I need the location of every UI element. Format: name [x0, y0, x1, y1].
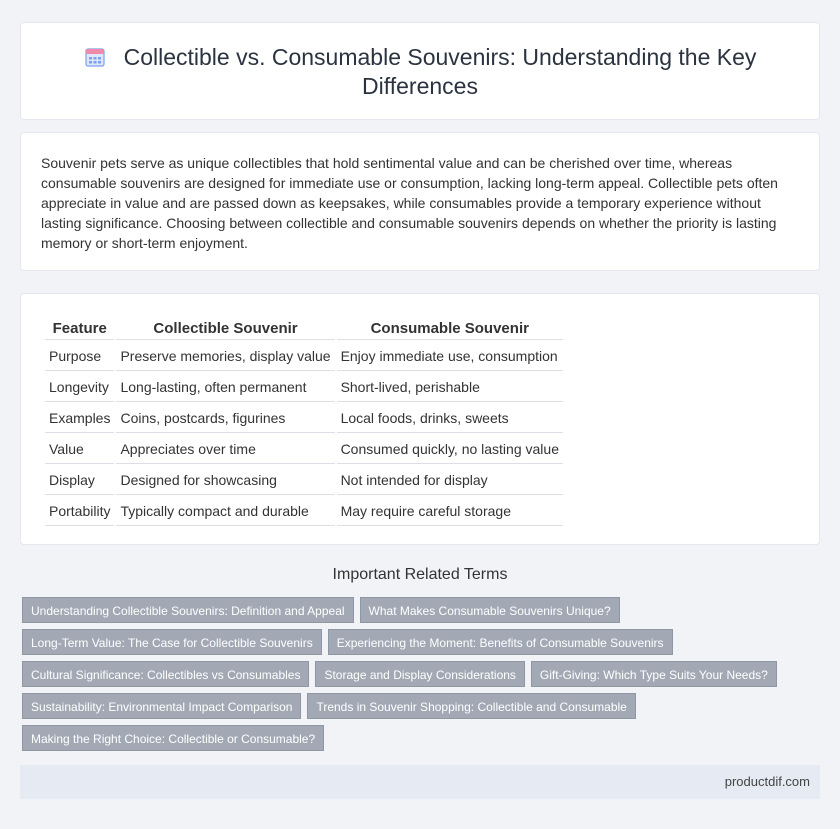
related-term-link[interactable]: What Makes Consumable Souvenirs Unique?: [360, 597, 620, 623]
table-cell: Designed for showcasing: [116, 466, 334, 495]
table-row: [45, 373, 563, 402]
table-cell: Examples: [45, 404, 114, 433]
related-term-link[interactable]: Long-Term Value: The Case for Collectible Souvenirs: [22, 629, 322, 655]
footer-bar: [20, 765, 820, 799]
table-row: [45, 466, 563, 495]
table-cell: Value: [45, 435, 114, 464]
header-feature: Feature: [45, 318, 114, 340]
table-header-row: [45, 318, 563, 340]
related-term-link[interactable]: Gift-Giving: Which Type Suits Your Needs?: [531, 661, 777, 687]
related-term-link[interactable]: Cultural Significance: Collectibles vs Consumables: [22, 661, 309, 687]
table-row: [45, 404, 563, 433]
table-cell: Local foods, drinks, sweets: [337, 404, 563, 433]
table-cell: Long-lasting, often permanent: [116, 373, 334, 402]
related-term-link[interactable]: Sustainability: Environmental Impact Comparison: [22, 693, 301, 719]
table-cell: Not intended for display: [337, 466, 563, 495]
related-term-link[interactable]: Experiencing the Moment: Benefits of Consumable Souvenirs: [328, 629, 673, 655]
table-cell: May require careful storage: [337, 497, 563, 526]
footer-site-link[interactable]: productdif.com: [724, 774, 810, 789]
related-terms-title: Important Related Terms: [332, 566, 508, 583]
table-cell: Consumed quickly, no lasting value: [337, 435, 563, 464]
table-row: [45, 342, 563, 371]
related-term-link[interactable]: Understanding Collectible Souvenirs: Definition and Appeal: [22, 597, 354, 623]
table-cell: Purpose: [45, 342, 114, 371]
table-row: [45, 435, 563, 464]
table-cell: Typically compact and durable: [116, 497, 334, 526]
table-row: [45, 497, 563, 526]
comparison-card: [20, 293, 820, 545]
table-cell: Enjoy immediate use, consumption: [337, 342, 563, 371]
intro-paragraph: Souvenir pets serve as unique collectibles that hold sentimental value and can be cherished over time, whereas consumable souvenirs are designed for immediate use or consumption, lacking long-term appeal. Collectible pets often appreciate in value and are passed down as keepsakes, while consumables provide a temporary experience without lasting significance. Choosing between collectible and consumable souvenirs depends on whether the priority is lasting memory or short-term enjoyment.: [41, 155, 778, 251]
comparison-table: [43, 316, 565, 528]
table-cell: Appreciates over time: [116, 435, 334, 464]
table-cell: Portability: [45, 497, 114, 526]
page-title-wrap: [21, 43, 819, 101]
related-term-link[interactable]: Making the Right Choice: Collectible or Consumable?: [22, 725, 324, 751]
table-cell: Display: [45, 466, 114, 495]
related-term-link[interactable]: Storage and Display Considerations: [315, 661, 524, 687]
table-cell: Coins, postcards, figurines: [116, 404, 334, 433]
header-collectible: Collectible Souvenir: [116, 318, 334, 340]
intro-card: [20, 132, 820, 271]
related-term-link[interactable]: Trends in Souvenir Shopping: Collectible and Consumable: [307, 693, 635, 719]
table-cell: Preserve memories, display value: [116, 342, 334, 371]
table-cell: Short-lived, perishable: [337, 373, 563, 402]
header-card: [20, 22, 820, 120]
page-title: Collectible vs. Consumable Souvenirs: Understanding the Key Differences: [123, 44, 757, 99]
calendar-icon: [84, 46, 106, 68]
header-consumable: Consumable Souvenir: [337, 318, 563, 340]
table-cell: Longevity: [45, 373, 114, 402]
related-terms-list: [22, 597, 822, 757]
